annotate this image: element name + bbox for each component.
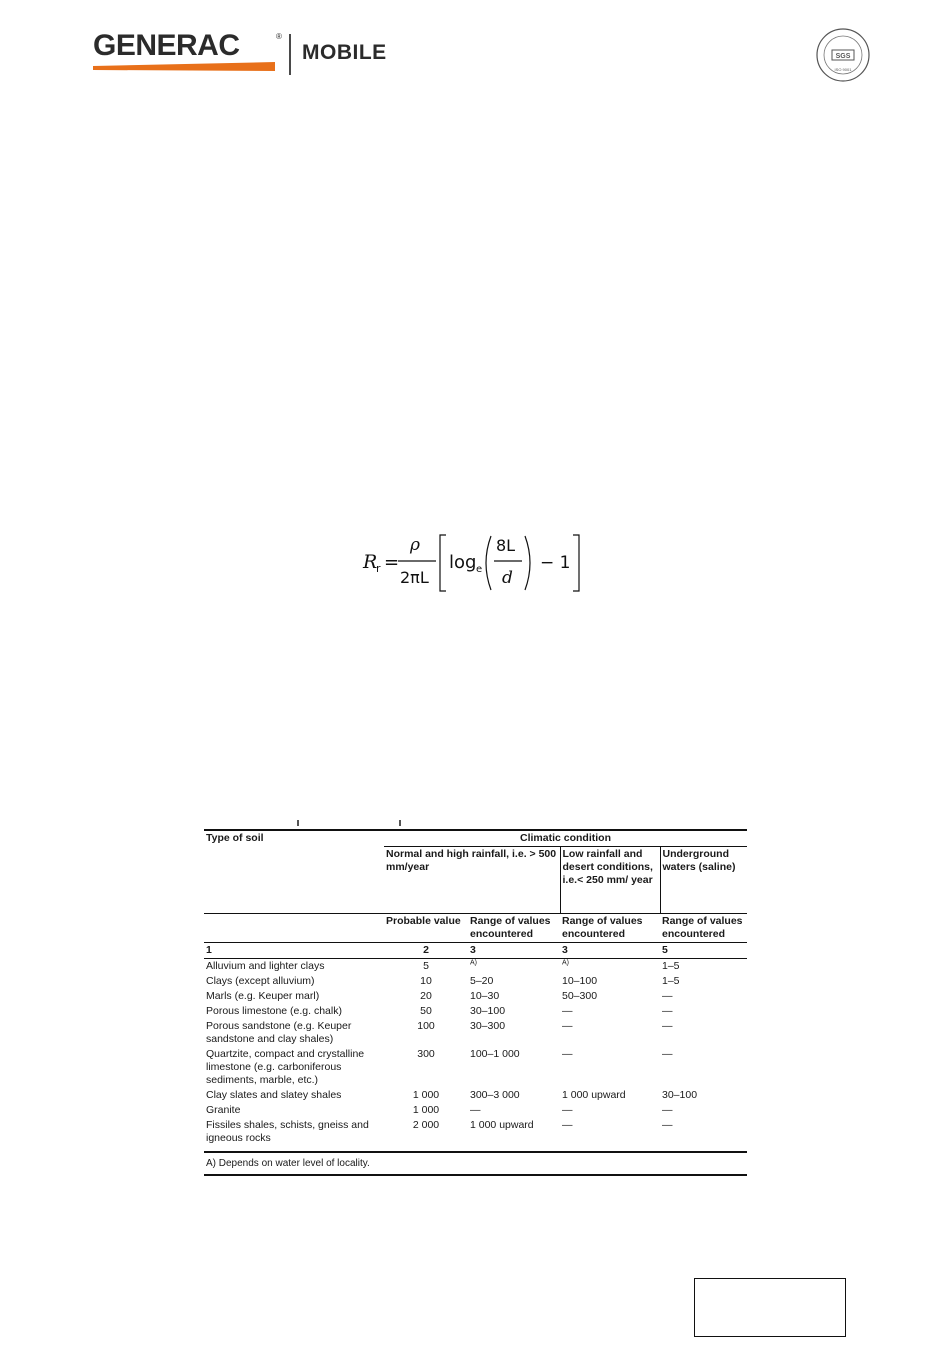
certification-seal-icon bbox=[815, 27, 871, 83]
cell-probable: 300 bbox=[417, 1048, 435, 1060]
cell-soil-type: Granite bbox=[206, 1104, 241, 1116]
cell-probable: 5 bbox=[423, 960, 429, 972]
brand-swoosh-icon bbox=[93, 60, 275, 74]
footnote-ref: A) bbox=[470, 959, 477, 967]
cell-low: — bbox=[562, 1119, 573, 1131]
svg-text:SGS: SGS bbox=[835, 53, 851, 60]
cell-probable: 1 000 bbox=[412, 1089, 440, 1101]
table-row bbox=[204, 989, 747, 1004]
stray-mark bbox=[399, 820, 401, 826]
column-number: 3 bbox=[470, 944, 476, 956]
header-climatic-condition: Climatic condition bbox=[520, 832, 612, 844]
cell-range: 5–20 bbox=[470, 975, 494, 987]
cell-range: 100–1 000 bbox=[470, 1048, 520, 1060]
subheader-range-low: Range of values encountered bbox=[562, 915, 643, 940]
formula-inner-numerator: 8L bbox=[496, 536, 516, 555]
table-row bbox=[204, 959, 747, 975]
cell-range: 1 000 upward bbox=[470, 1119, 534, 1131]
cell-low: — bbox=[562, 1104, 573, 1116]
subheader-probable-value: Probable value bbox=[386, 915, 461, 927]
cell-soil-type: Clay slates and slatey shales bbox=[206, 1089, 342, 1101]
cell-low: 10–100 bbox=[562, 975, 598, 987]
ground-rod-resistance-formula bbox=[360, 530, 600, 596]
registered-mark: ® bbox=[276, 32, 282, 41]
cell-low: 50–300 bbox=[562, 990, 598, 1002]
cell-low bbox=[560, 959, 660, 975]
cell-underground: 1–5 bbox=[662, 960, 680, 972]
cell-soil-type: Alluvium and lighter clays bbox=[206, 960, 325, 972]
cell-soil-type: Clays (except alluvium) bbox=[206, 975, 315, 987]
header-type-of-soil: Type of soil bbox=[206, 832, 264, 844]
cell-underground: — bbox=[662, 1020, 673, 1032]
column-number: 2 bbox=[423, 944, 429, 956]
cell-probable: 20 bbox=[420, 990, 432, 1002]
formula-denominator: 2πL bbox=[400, 568, 429, 587]
cell-probable: 50 bbox=[420, 1005, 432, 1017]
header-normal-rainfall: Normal and high rainfall, i.e. > 500 mm/year bbox=[386, 848, 557, 873]
formula-lhs: R bbox=[363, 551, 378, 573]
soil-resistivity-table bbox=[204, 829, 747, 1176]
cell-low: — bbox=[562, 1048, 573, 1060]
formula-numerator: ρ bbox=[410, 535, 420, 555]
soil-resistivity-table-wrapper bbox=[204, 820, 747, 1176]
formula-tail: − 1 bbox=[540, 553, 571, 573]
cell-low: — bbox=[562, 1005, 573, 1017]
division-label: MOBILE bbox=[302, 41, 387, 64]
cell-underground: — bbox=[662, 990, 673, 1002]
cell-range bbox=[468, 959, 560, 975]
cell-underground: — bbox=[662, 1005, 673, 1017]
page-reference-box bbox=[694, 1278, 846, 1337]
svg-text:ISO 9001: ISO 9001 bbox=[834, 67, 852, 72]
cell-underground: — bbox=[662, 1104, 673, 1116]
cell-low: — bbox=[562, 1020, 573, 1032]
cell-range: 30–100 bbox=[470, 1005, 506, 1017]
cell-underground: 1–5 bbox=[662, 975, 680, 987]
cell-range: — bbox=[470, 1104, 481, 1116]
table-row bbox=[204, 1019, 747, 1047]
cell-soil-type: Marls (e.g. Keuper marl) bbox=[206, 990, 320, 1002]
table-row bbox=[204, 1118, 747, 1152]
cell-probable: 10 bbox=[420, 975, 432, 987]
subheader-range-underground: Range of values encountered bbox=[662, 915, 743, 940]
formula-equals: = bbox=[384, 552, 400, 573]
subheader-range-normal: Range of values encountered bbox=[470, 915, 551, 940]
column-number: 3 bbox=[562, 944, 568, 956]
cell-low: 1 000 upward bbox=[562, 1089, 626, 1101]
formula-inner-denominator: d bbox=[502, 568, 513, 588]
cell-soil-type: Porous sandstone (e.g. Keuper sandstone and clay shales) bbox=[206, 1020, 352, 1045]
table-row bbox=[204, 1088, 747, 1103]
header-underground-waters: Underground waters (saline) bbox=[660, 847, 747, 914]
stray-mark bbox=[297, 820, 299, 826]
cell-underground: — bbox=[662, 1048, 673, 1060]
cell-soil-type: Quartzite, compact and crystalline limestone (e.g. carboniferous sediments, marble, etc.) bbox=[206, 1048, 365, 1086]
table-row bbox=[204, 1047, 747, 1088]
column-number: 1 bbox=[206, 944, 212, 956]
formula-lhs-sub: r bbox=[376, 562, 381, 575]
cell-range: 10–30 bbox=[470, 990, 500, 1002]
table-footnote: A) Depends on water level of locality. bbox=[206, 1158, 370, 1169]
formula-log-sub: e bbox=[476, 564, 483, 575]
table-row bbox=[204, 1004, 747, 1019]
table-row bbox=[204, 1103, 747, 1118]
formula-log: log bbox=[449, 552, 477, 573]
table-row bbox=[204, 974, 747, 989]
brand-wordmark: GENERAC bbox=[93, 29, 240, 62]
logo-divider bbox=[289, 34, 291, 75]
cell-soil-type: Porous limestone (e.g. chalk) bbox=[206, 1005, 342, 1017]
cell-soil-type: Fissiles shales, schists, gneiss and igneous rocks bbox=[206, 1119, 369, 1144]
cell-probable: 2 000 bbox=[412, 1119, 440, 1131]
cell-underground: — bbox=[662, 1119, 673, 1131]
cell-probable: 1 000 bbox=[412, 1104, 440, 1116]
header-low-rainfall: Low rainfall and desert conditions, i.e.< 250 mm/ year bbox=[560, 847, 660, 914]
cell-probable: 100 bbox=[417, 1020, 435, 1032]
footnote-ref: A) bbox=[562, 959, 569, 967]
cell-range: 30–300 bbox=[470, 1020, 506, 1032]
cell-underground: 30–100 bbox=[662, 1089, 698, 1101]
cell-range: 300–3 000 bbox=[470, 1089, 520, 1101]
column-number: 5 bbox=[662, 944, 668, 956]
